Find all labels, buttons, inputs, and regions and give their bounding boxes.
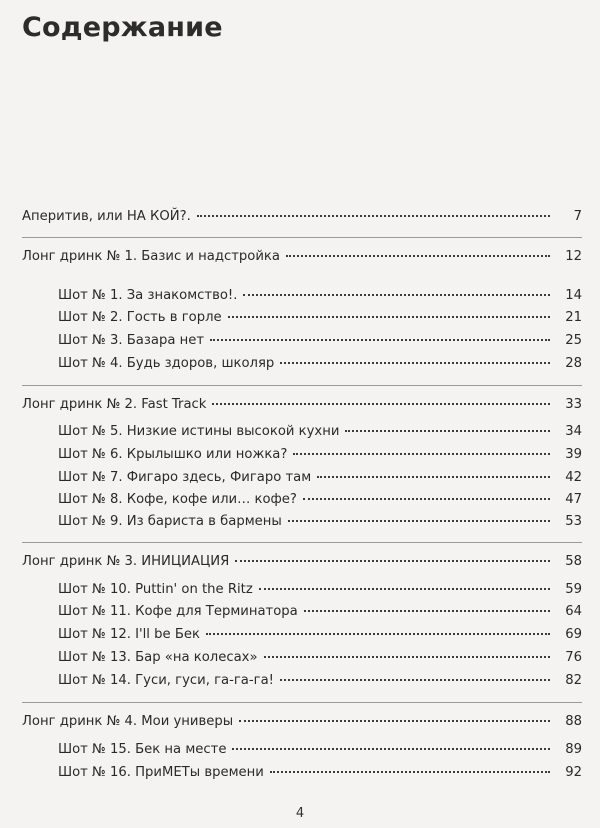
toc-entry-page: 47 [565, 492, 582, 507]
page-title: Содержание [22, 12, 223, 43]
toc-entry-page: 28 [565, 356, 582, 371]
toc-leader-dots [239, 720, 550, 722]
toc-entry[interactable] [0, 206, 600, 228]
toc-leader-dots [210, 339, 550, 341]
toc-entry-page: 82 [565, 673, 582, 688]
toc-entry[interactable] [0, 551, 600, 573]
toc-leader-dots [317, 476, 550, 478]
toc-leader-dots [228, 316, 550, 318]
toc-leader-dots [280, 362, 550, 364]
toc-entry[interactable] [0, 444, 600, 466]
toc-entry-title: Шот № 13. Бар «на колесах» [58, 650, 258, 665]
toc-entry[interactable] [0, 601, 600, 623]
toc-entry-page: 7 [573, 209, 582, 224]
section-divider [22, 702, 582, 703]
toc-entry-title: Шот № 4. Будь здоров, школяр [58, 356, 275, 371]
toc-entry-page: 33 [565, 397, 582, 412]
toc-entry[interactable] [0, 330, 600, 352]
toc-leader-dots [304, 610, 550, 612]
toc-entry-page: 76 [565, 650, 582, 665]
toc-entry-page: 39 [565, 447, 582, 462]
toc-entry[interactable] [0, 467, 600, 489]
section-divider [22, 237, 582, 238]
toc-leader-dots [206, 633, 550, 635]
toc-entry-title: Шот № 8. Кофе, кофе или… кофе? [58, 492, 297, 507]
toc-entry-title: Лонг дринк № 1. Базис и надстройка [22, 249, 280, 264]
toc-entry-page: 88 [565, 714, 582, 729]
toc-leader-dots [197, 215, 550, 217]
toc-entry-title: Лонг дринк № 3. ИНИЦИАЦИЯ [22, 554, 230, 569]
toc-entry[interactable] [0, 394, 600, 416]
toc-entry-page: 69 [565, 627, 582, 642]
toc-entry-title: Шот № 2. Гость в горле [58, 310, 222, 325]
toc-entry-title: Шот № 12. I'll be Бек [58, 627, 200, 642]
toc-entry[interactable] [0, 647, 600, 669]
toc-leader-dots [345, 430, 550, 432]
toc-leader-dots [303, 498, 550, 500]
toc-entry-title: Лонг дринк № 4. Мои универы [22, 714, 234, 729]
toc-leader-dots [259, 588, 550, 590]
toc-entry[interactable] [0, 762, 600, 784]
toc-entry-page: 92 [565, 765, 582, 780]
toc-leader-dots [235, 560, 550, 562]
toc-entry-page: 25 [565, 333, 582, 348]
toc-entry[interactable] [0, 624, 600, 646]
toc-leader-dots [264, 656, 550, 658]
toc-leader-dots [293, 453, 550, 455]
toc-entry-page: 34 [565, 424, 582, 439]
toc-entry[interactable] [0, 579, 600, 601]
toc-entry-page: 89 [565, 742, 582, 757]
toc-entry-title: Шот № 3. Базара нет [58, 333, 205, 348]
toc-entry[interactable] [0, 246, 600, 268]
toc-entry-title: Лонг дринк № 2. Fast Track [22, 397, 207, 412]
toc-entry[interactable] [0, 421, 600, 443]
toc-leader-dots [280, 679, 550, 681]
toc-entry[interactable] [0, 307, 600, 329]
toc-entry[interactable] [0, 711, 600, 733]
toc-entry-title: Шот № 16. ПриМЕТы времени [58, 765, 264, 780]
section-divider [22, 385, 582, 386]
toc-entry-title: Аперитив, или НА КОЙ?. [22, 209, 191, 224]
toc-entry-page: 58 [565, 554, 582, 569]
toc-leader-dots [286, 255, 550, 257]
toc-leader-dots [288, 520, 550, 522]
toc-entry-title: Шот № 14. Гуси, гуси, га-га-га! [58, 673, 274, 688]
toc-entry-title: Шот № 1. За знакомство!. [58, 288, 238, 303]
toc-entry-title: Шот № 11. Кофе для Терминатора [58, 604, 298, 619]
toc-leader-dots [270, 771, 550, 773]
section-divider [22, 542, 582, 543]
toc-entry-page: 12 [565, 249, 582, 264]
toc-entry-title: Шот № 6. Крылышко или ножка? [58, 447, 288, 462]
toc-entry-title: Шот № 10. Puttin' on the Ritz [58, 582, 253, 597]
toc-entry-page: 21 [565, 310, 582, 325]
toc-entry-title: Шот № 9. Из бариста в бармены [58, 514, 282, 529]
toc-entry-title: Шот № 5. Низкие истины высокой кухни [58, 424, 340, 439]
toc-entry-title: Шот № 15. Бек на месте [58, 742, 227, 757]
toc-entry-page: 53 [565, 514, 582, 529]
toc-entry-page: 14 [565, 288, 582, 303]
toc-entry[interactable] [0, 489, 600, 511]
toc-leader-dots [212, 403, 550, 405]
toc-entry[interactable] [0, 353, 600, 375]
toc-leader-dots [243, 294, 550, 296]
toc-entry[interactable] [0, 511, 600, 533]
toc-entry[interactable] [0, 285, 600, 307]
toc-leader-dots [232, 748, 550, 750]
toc-entry-page: 64 [565, 604, 582, 619]
toc-entry-page: 42 [565, 470, 582, 485]
page-number: 4 [295, 806, 305, 821]
toc-entry-page: 59 [565, 582, 582, 597]
toc-entry[interactable] [0, 739, 600, 761]
toc-entry[interactable] [0, 670, 600, 692]
toc-entry-title: Шот № 7. Фигаро здесь, Фигаро там [58, 470, 312, 485]
